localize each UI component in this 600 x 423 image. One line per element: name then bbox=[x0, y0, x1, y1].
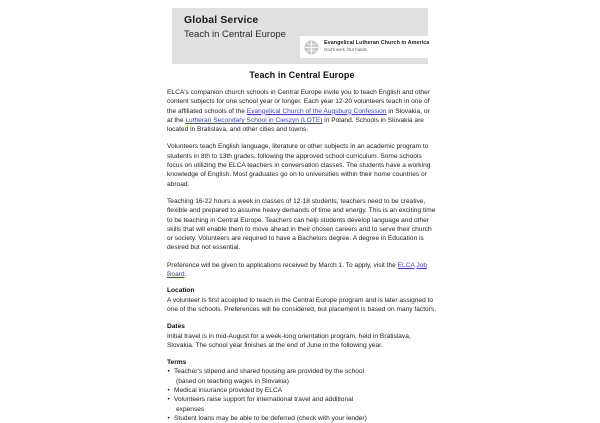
terms-item-continuation: expenses bbox=[176, 405, 205, 413]
paragraph-teaching-overview: Volunteers teach English language, literature or other subjects in an academic program to students in 8th to 13th grades, following the approved school curriculum. Some schools focus on utilizing the ELCA teachers in conversation classes. The students have a working knowledge of English. Most graduates go on to universities within their home countries or abroad. bbox=[167, 143, 431, 188]
terms-item-text: Volunteers raise support for international travel and additional bbox=[174, 396, 354, 404]
logo-organization-name: Evangelical Lutheran Church in America bbox=[324, 40, 430, 47]
paragraph-requirements: Teaching 16-22 hours a week in classes of 12-18 students, teachers need to be creative, flexible and prepared to assume heavy demands of time and energy. This is an exciting time to be teaching in Central Europe. Teachers can help students develop language and other skills that will enable them to move ahead in their chosen careers and to serve their church or society. Volunteers are required to have a Bachelors degree. A degree in Education is desired but not essential. bbox=[167, 197, 436, 252]
section-heading-terms: Terms bbox=[167, 359, 187, 367]
page-subtitle: Teach in Central Europe bbox=[184, 29, 286, 40]
paragraph-intro-text-2: in Slovakia, or at the bbox=[167, 107, 430, 124]
terms-item-text: Student loans may be able to be deferred (check with your lender) bbox=[174, 414, 367, 422]
paragraph-apply-text-1: Preference will be given to applications received by March 1. To apply, visit the bbox=[167, 261, 398, 269]
document-title: Teach in Central Europe bbox=[249, 70, 355, 80]
section-heading-location: Location bbox=[167, 287, 195, 295]
page-title: Global Service bbox=[184, 14, 259, 26]
list-item bbox=[167, 414, 437, 423]
document-body bbox=[167, 70, 437, 423]
elca-cross-globe-icon bbox=[304, 40, 319, 55]
paragraph-intro bbox=[167, 88, 437, 134]
paragraph-apply-text-2: . bbox=[184, 271, 187, 279]
paragraph-apply bbox=[167, 261, 437, 280]
section-heading-dates: Dates bbox=[167, 323, 185, 331]
terms-list bbox=[167, 367, 437, 423]
terms-item-continuation: (based on teaching wages in Slovakia) bbox=[176, 377, 289, 385]
link-lutheran-secondary-school-cieszyn[interactable]: Lutheran Secondary School in Cieszyn (LOTE) bbox=[185, 116, 323, 124]
terms-item-text: Medical insurance provided by ELCA bbox=[174, 387, 283, 395]
section-body-dates: Initial travel is in mid-August for a week-long orientation program, held in Bratislava, Slovakia. The school year finishes at the end of June in the following year. bbox=[167, 332, 411, 349]
link-job-board[interactable]: Job Board bbox=[167, 261, 428, 279]
section-body-location: A volunteer is first accepted to teach in the Central Europe program and is later assigned to one of the schools. Preferences will be considered, but placement is based on many factors. bbox=[167, 296, 437, 313]
logo-tagline: God's work. Our hands. bbox=[324, 47, 368, 53]
list-item bbox=[167, 367, 437, 386]
link-elca[interactable]: ELCA bbox=[397, 261, 415, 269]
paragraph-intro-text-3: in Poland. Schools in Slovakia are located in Bratislava, and other cities and towns. bbox=[167, 116, 424, 134]
paragraph-intro-text-1: ELCA's companion church schools in Central Europe invite you to teach English and other content subjects for one school year or longer. Each year 12-20 volunteers teach in one of the affiliated schools of the bbox=[167, 89, 430, 115]
terms-item-text: Teacher's stipend and shared housing are provided by the school bbox=[174, 368, 365, 376]
elca-logo-lockup bbox=[300, 36, 462, 58]
list-item bbox=[167, 395, 437, 414]
link-evangelical-church-augsburg-confession[interactable]: Evangelical Church of the Augsburg Confession bbox=[246, 107, 387, 115]
list-item bbox=[167, 386, 437, 395]
